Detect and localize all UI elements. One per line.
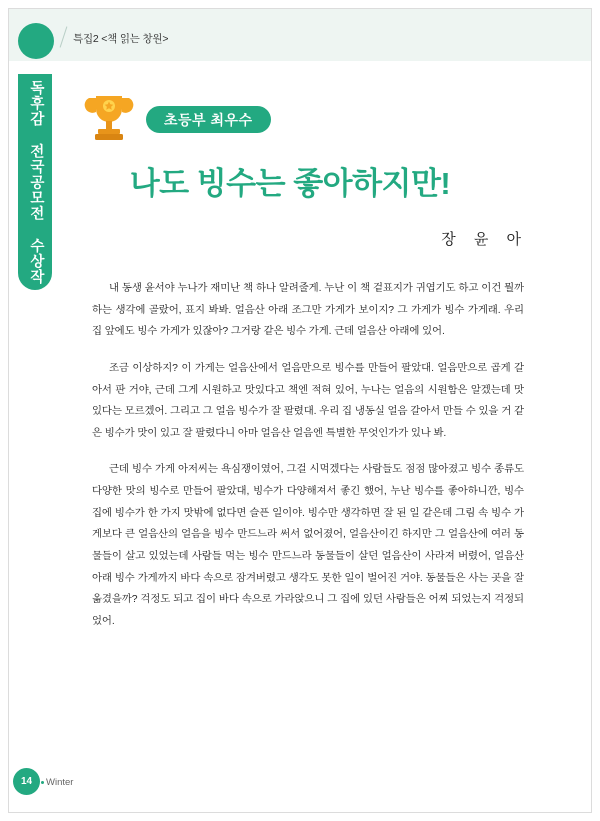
article-body (92, 278, 524, 648)
award-badge-label: 초등부 최우수 (164, 111, 253, 128)
article-author: 장 윤 아 (441, 231, 528, 248)
page-header (9, 9, 591, 61)
article-paragraph: 내 동생 윤서야 누나가 재미난 책 하나 알려줄게. 누난 이 책 겉표지가 귀엽기도 하고 이건 뭘까 하는 생각에 골랐어, 표지 봐봐. 얼음산 아래 조그만 가게가 보이지? 그 가게가 빙수 가게래. 우리 집 앞에도 빙수 가게가 있잖아? 그거랑 같은 빙수 가게. 근데 얼음산 아래에 있어. (92, 283, 524, 338)
header-title: 특집2 <책 읽는 창원> (73, 33, 169, 45)
article-paragraph: 조금 이상하지? 이 가게는 얼음산에서 얼음만으로 빙수를 만들어 팔았대. 얼음만으로 곱게 갈아서 판 거야, 근데 그게 시원하고 맛있다고 책엔 적혀 있어, 누나는 얼음의 시원함은 알겠는데 맛있다는 모르겠어. 그리고 그 얼음 빙수가 잘 팔렸대. 우리 집 냉동실 얼음 갈아서 만들 수 있을 거 같은 빙수가 맛이 있고 잘 팔렸다니 아마 얼음산 얼음엔 특별한 무엇인가가 있나 봐. (92, 362, 524, 439)
footer-label: Winter (46, 777, 74, 788)
article-title: 나도 빙수는 좋아하지만! (129, 166, 451, 201)
header-divider (60, 26, 68, 47)
article-paragraph: 근데 빙수 가게 아저씨는 욕심쟁이였어, 그걸 시먹겠다는 사람들도 점점 많아졌고 빙수 종류도 다양한 맛의 빙수로 만들어 팔았대, 빙수가 다양해져서 좋긴 했어, 누난 빙수를 좋아하니깐, 빙수 집에 빙수가 한 가지 맛밖에 없다면 슬픈 일이야. 빙수만 생각하면 잘 된 일 같은데 그림 속 빙수 가게보다 큰 얼음산의 얼음을 빙수 만드느라 써서 없어졌어, 얼음산이긴 하지만 그 얼음산에 여러 동물들이 살고 있었는데 사람들 먹는 빙수 만드느라 동물들이 살던 얼음산이 사라져 버렸어, 얼음산 아래 빙수 가게까지 바다 속으로 잠겨버렸고 생각도 못한 일이 벌어진 거야. 동물들은 사는 곳을 잘 옮겼을까? 걱정도 되고 집이 바다 속으로 가라앉으니 그 집에 있던 사람들은 어찌 되었는지 걱정되었어. (92, 464, 524, 627)
footer-dot-decoration (41, 781, 44, 784)
header-circle-decoration (18, 23, 54, 59)
award-badge (146, 106, 271, 133)
trophy-icon (84, 92, 134, 146)
section-side-tab-label: 독후감 전국공모전 수상작 (27, 79, 44, 285)
page-number-badge: 14 (13, 768, 40, 795)
